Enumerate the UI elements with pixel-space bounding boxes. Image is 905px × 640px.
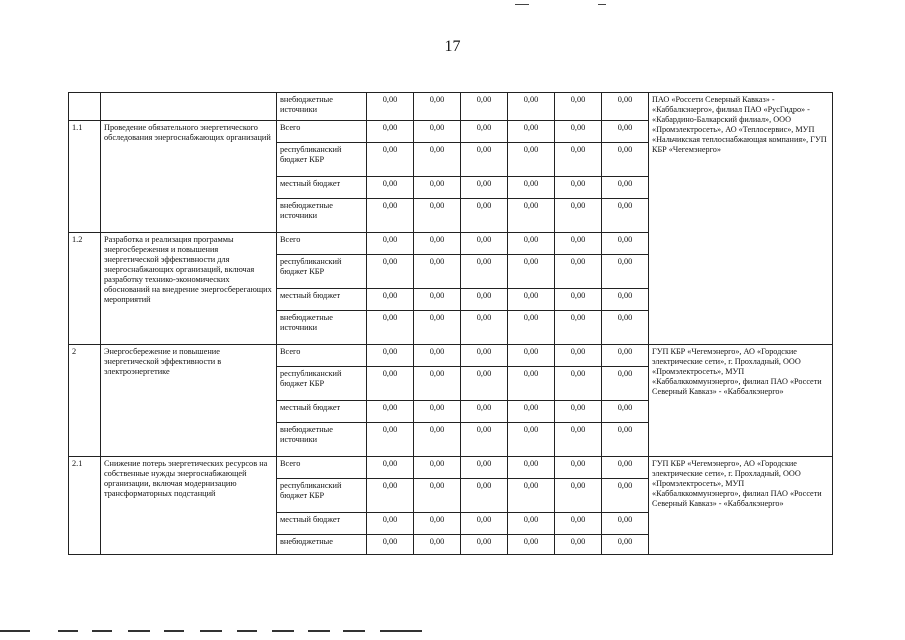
scan-mark [598,4,606,5]
measure-name [101,93,277,121]
amount-cell: 0,00 [461,479,508,513]
amount-cell: 0,00 [461,289,508,311]
amount-cell: 0,00 [461,367,508,401]
amount-cell: 0,00 [602,423,649,457]
amount-cell: 0,00 [555,345,602,367]
scan-mark [515,4,529,5]
amount-cell: 0,00 [555,199,602,233]
scan-dash [164,630,184,632]
amount-cell: 0,00 [508,367,555,401]
scan-dash [200,630,222,632]
amount-cell: 0,00 [367,255,414,289]
amount-cell: 0,00 [414,535,461,555]
executor-cell: ПАО «Россети Северный Кавказ» - «Каббалкэнерго», филиал ПАО «РусГидро» - «Кабардино-Балкарский филиал», ООО «Промэлектросеть», АО «Теплосервис», МУП «Нальчикская теплоснабжающая компания», ГУП КБР «Чегемэнерго» [649,93,833,345]
table-row [69,457,833,479]
funding-source: Всего [277,345,367,367]
scan-dash [400,630,422,632]
amount-cell: 0,00 [367,457,414,479]
scan-dash [308,630,330,632]
amount-cell: 0,00 [602,255,649,289]
amount-cell: 0,00 [461,423,508,457]
funding-source: внебюджетные источники [277,93,367,121]
row-number: 1.1 [69,121,101,233]
amount-cell: 0,00 [367,513,414,535]
row-number [69,93,101,121]
funding-source: республиканский бюджет КБР [277,255,367,289]
amount-cell: 0,00 [367,401,414,423]
amount-cell: 0,00 [555,401,602,423]
amount-cell: 0,00 [414,457,461,479]
scan-dash [0,630,30,632]
amount-cell: 0,00 [414,199,461,233]
amount-cell: 0,00 [367,233,414,255]
scan-dash [380,630,400,632]
funding-source: местный бюджет [277,177,367,199]
funding-source: внебюджетные [277,535,367,555]
amount-cell: 0,00 [461,93,508,121]
amount-cell: 0,00 [461,121,508,143]
program-table [68,92,833,555]
row-number: 2.1 [69,457,101,555]
amount-cell: 0,00 [508,457,555,479]
amount-cell: 0,00 [367,423,414,457]
scan-dash [272,630,294,632]
funding-source: местный бюджет [277,513,367,535]
table-body [69,93,833,555]
row-number: 2 [69,345,101,457]
amount-cell: 0,00 [602,289,649,311]
funding-source: внебюджетные источники [277,199,367,233]
amount-cell: 0,00 [414,143,461,177]
scan-dash [58,630,78,632]
amount-cell: 0,00 [602,479,649,513]
amount-cell: 0,00 [555,233,602,255]
amount-cell: 0,00 [508,479,555,513]
amount-cell: 0,00 [461,401,508,423]
amount-cell: 0,00 [508,513,555,535]
amount-cell: 0,00 [367,367,414,401]
page-number: 17 [444,38,461,55]
scan-bottom-dashes [0,630,905,632]
amount-cell: 0,00 [414,121,461,143]
funding-source: республиканский бюджет КБР [277,367,367,401]
amount-cell: 0,00 [602,233,649,255]
funding-source: Всего [277,121,367,143]
executor-cell: ГУП КБР «Чегемэнерго», АО «Городские электрические сети», г. Прохладный, ООО «Промэлектросеть», МУП «Каббалккоммунэнерго», филиал ПАО «Россети Северный Кавказ» - «Каббалкэнерго» [649,345,833,457]
amount-cell: 0,00 [508,233,555,255]
scan-dash [128,630,150,632]
amount-cell: 0,00 [602,311,649,345]
table-row [69,345,833,367]
amount-cell: 0,00 [508,93,555,121]
amount-cell: 0,00 [555,457,602,479]
amount-cell: 0,00 [555,479,602,513]
amount-cell: 0,00 [555,535,602,555]
amount-cell: 0,00 [508,401,555,423]
amount-cell: 0,00 [461,199,508,233]
amount-cell: 0,00 [602,345,649,367]
measure-name: Разработка и реализация программы энергосбережения и повышения энергетической эффективности для энергоснабжающих организаций, включая разработку технико-экономических обоснований на внедрение энергосберегающих мероприятий [101,233,277,345]
amount-cell: 0,00 [555,289,602,311]
amount-cell: 0,00 [555,367,602,401]
amount-cell: 0,00 [367,479,414,513]
amount-cell: 0,00 [367,345,414,367]
funding-source: республиканский бюджет КБР [277,143,367,177]
funding-source: внебюджетные источники [277,423,367,457]
amount-cell: 0,00 [508,289,555,311]
amount-cell: 0,00 [602,457,649,479]
amount-cell: 0,00 [555,177,602,199]
amount-cell: 0,00 [461,311,508,345]
amount-cell: 0,00 [414,423,461,457]
scan-dash [92,630,112,632]
amount-cell: 0,00 [414,345,461,367]
amount-cell: 0,00 [602,513,649,535]
amount-cell: 0,00 [602,93,649,121]
amount-cell: 0,00 [602,367,649,401]
amount-cell: 0,00 [508,121,555,143]
amount-cell: 0,00 [602,535,649,555]
amount-cell: 0,00 [461,143,508,177]
funding-source: республиканский бюджет КБР [277,479,367,513]
amount-cell: 0,00 [602,199,649,233]
amount-cell: 0,00 [555,311,602,345]
amount-cell: 0,00 [508,423,555,457]
amount-cell: 0,00 [414,479,461,513]
scan-dash [237,630,257,632]
amount-cell: 0,00 [414,289,461,311]
amount-cell: 0,00 [508,345,555,367]
funding-source: местный бюджет [277,401,367,423]
funding-source: внебюджетные источники [277,311,367,345]
amount-cell: 0,00 [602,121,649,143]
amount-cell: 0,00 [414,401,461,423]
executor-cell: ГУП КБР «Чегемэнерго», АО «Городские электрические сети», г. Прохладный, ООО «Промэлектросеть», МУП «Каббалккоммунэнерго», филиал ПАО «Россети Северный Кавказ» - «Каббалкэнерго» [649,457,833,555]
row-number: 1.2 [69,233,101,345]
measure-name: Проведение обязательного энергетического обследования энергоснабжающих организаций [101,121,277,233]
amount-cell: 0,00 [367,177,414,199]
amount-cell: 0,00 [508,199,555,233]
funding-source: Всего [277,457,367,479]
amount-cell: 0,00 [461,535,508,555]
amount-cell: 0,00 [555,143,602,177]
amount-cell: 0,00 [602,177,649,199]
amount-cell: 0,00 [414,513,461,535]
amount-cell: 0,00 [414,177,461,199]
amount-cell: 0,00 [367,311,414,345]
amount-cell: 0,00 [461,345,508,367]
amount-cell: 0,00 [367,121,414,143]
amount-cell: 0,00 [602,143,649,177]
amount-cell: 0,00 [508,143,555,177]
amount-cell: 0,00 [461,513,508,535]
amount-cell: 0,00 [508,177,555,199]
amount-cell: 0,00 [508,311,555,345]
amount-cell: 0,00 [414,255,461,289]
amount-cell: 0,00 [414,311,461,345]
funding-source: местный бюджет [277,289,367,311]
scan-dash [343,630,365,632]
amount-cell: 0,00 [367,143,414,177]
amount-cell: 0,00 [414,93,461,121]
measure-name: Снижение потерь энергетических ресурсов на собственные нужды энергоснабжающей организации, включая модернизацию трансформаторных подстанций [101,457,277,555]
amount-cell: 0,00 [555,255,602,289]
amount-cell: 0,00 [367,535,414,555]
amount-cell: 0,00 [555,513,602,535]
amount-cell: 0,00 [461,233,508,255]
amount-cell: 0,00 [508,535,555,555]
measure-name: Энергосбережение и повышение энергетической эффективности в электроэнергетике [101,345,277,457]
amount-cell: 0,00 [461,255,508,289]
amount-cell: 0,00 [555,93,602,121]
amount-cell: 0,00 [555,423,602,457]
amount-cell: 0,00 [602,401,649,423]
amount-cell: 0,00 [508,255,555,289]
amount-cell: 0,00 [461,457,508,479]
amount-cell: 0,00 [414,233,461,255]
amount-cell: 0,00 [461,177,508,199]
table-row [69,93,833,121]
amount-cell: 0,00 [555,121,602,143]
amount-cell: 0,00 [367,289,414,311]
amount-cell: 0,00 [367,93,414,121]
amount-cell: 0,00 [367,199,414,233]
amount-cell: 0,00 [414,367,461,401]
funding-source: Всего [277,233,367,255]
